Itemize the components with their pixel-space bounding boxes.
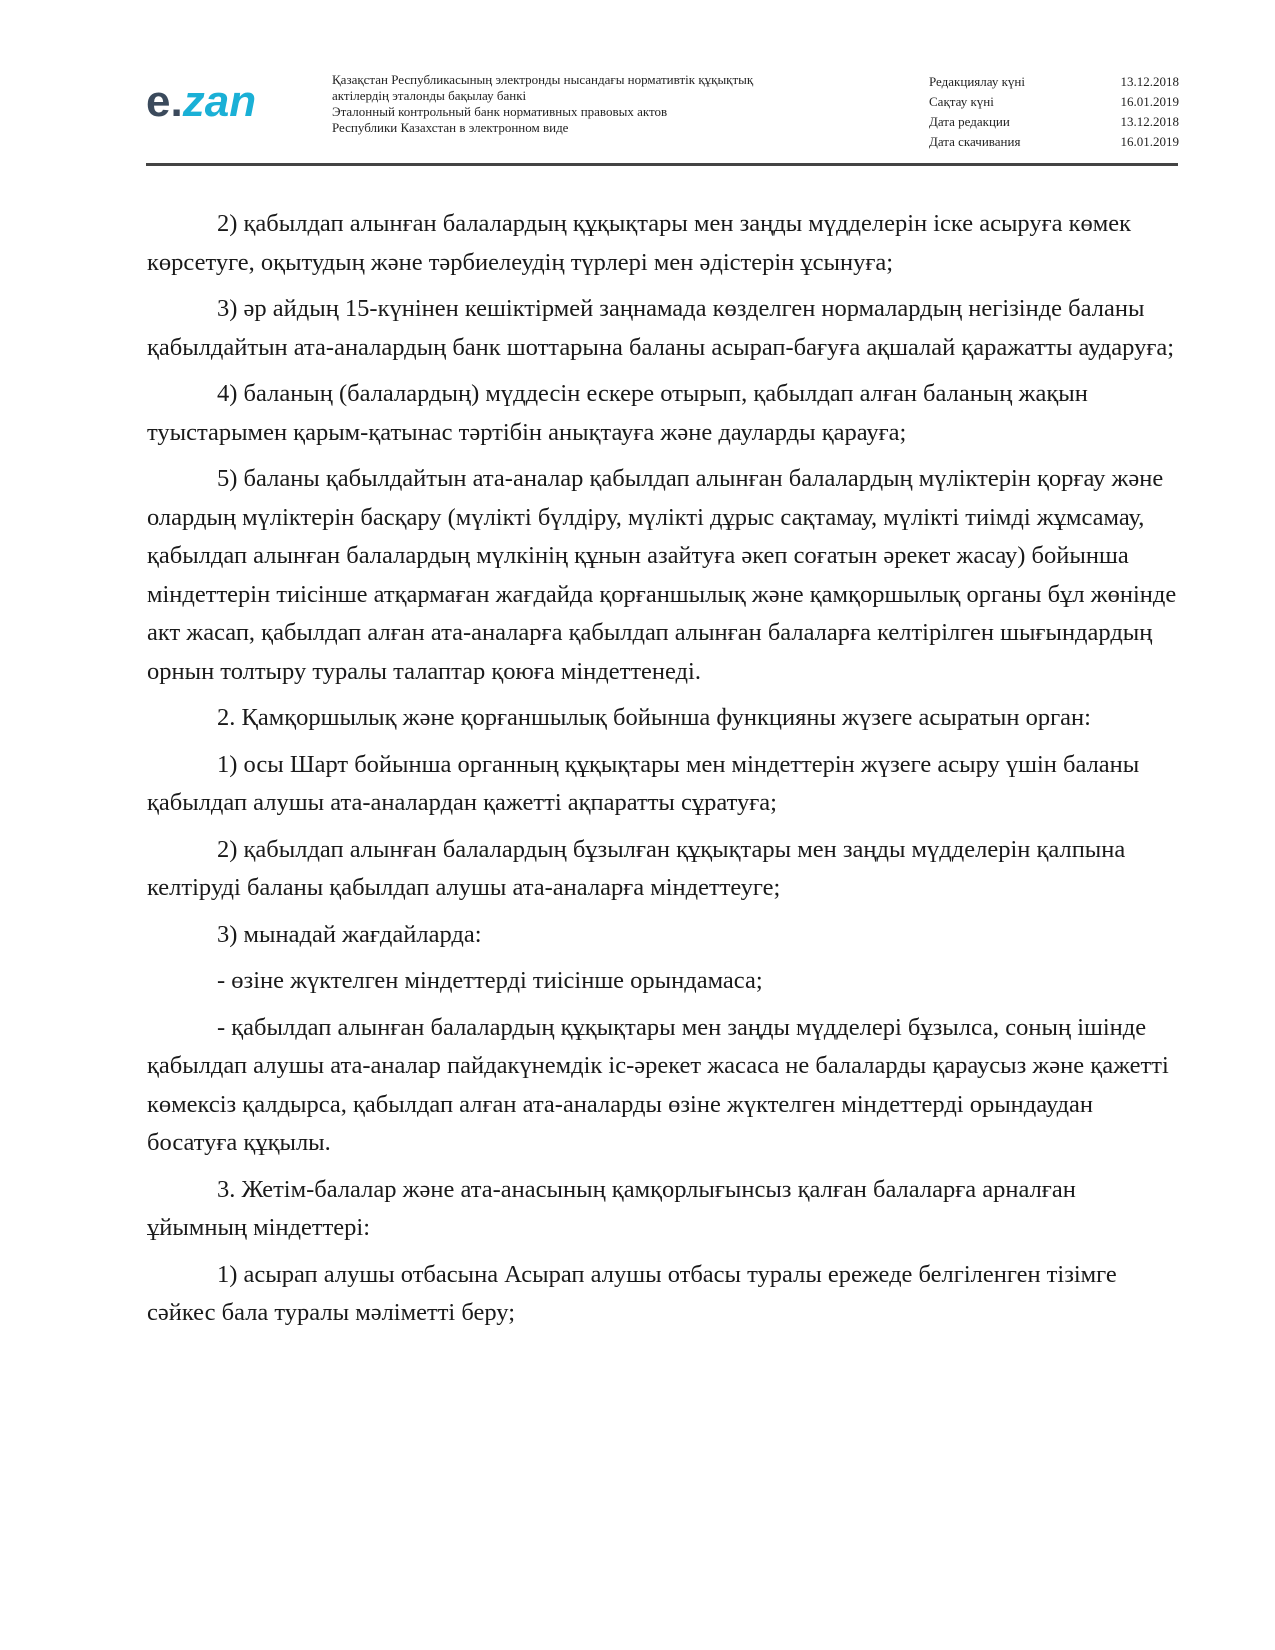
document-body [147, 205, 1179, 1341]
header-description-line: актілердің эталонды бақылау банкі [332, 88, 527, 103]
meta-row-download-date-ru [929, 132, 1179, 152]
paragraph: 2) қабылдап алынған балалардың бұзылған құқықтары мен заңды мүдделерін қалпына келтіруді баланы қабылдап алушы ата-аналарға міндеттеуге; [147, 835, 1126, 901]
header-dates [929, 72, 1179, 152]
meta-row-edit-date-kz [929, 72, 1179, 92]
meta-label: Редакциялау күні [929, 74, 1025, 89]
meta-row-edit-date-ru [929, 112, 1179, 132]
meta-row-save-date-kz [929, 92, 1179, 112]
header-description [332, 72, 892, 136]
paragraph: 3) мынадай жағдайларда: [217, 920, 482, 948]
header-description-line: Эталонный контрольный банк нормативных правовых актов [332, 104, 668, 119]
paragraph: 2. Қамқоршылық және қорғаншылық бойынша функцияны жүзеге асыратын орган: [217, 704, 1091, 731]
meta-value: 16.01.2019 [1120, 134, 1179, 149]
header-description-line: Республики Казахстан в электронном виде [332, 120, 569, 135]
paragraph: - өзіне жүктелген міндеттерді тиісінше орындамаса; [217, 967, 763, 994]
paragraph: 3. Жетім-балалар және ата-анасының қамқорлығынсыз қалған балаларға арналған ұйымның міндеттері: [147, 1175, 1076, 1241]
header-description-line: Қазақстан Республикасының электронды нысандағы нормативтік құқықтық [332, 72, 754, 87]
meta-label: Дата редакции [929, 114, 1010, 129]
meta-value: 13.12.2018 [1120, 114, 1179, 129]
meta-value: 16.01.2019 [1120, 94, 1179, 109]
meta-value: 13.12.2018 [1120, 74, 1179, 89]
paragraph: 1) осы Шарт бойынша органның құқықтары мен міндеттерін жүзеге асыру үшін баланы қабылдап алушы ата-аналардан қажетті ақпаратты сұратуға; [147, 750, 1140, 816]
meta-label: Дата скачивания [929, 134, 1021, 149]
paragraph: 5) баланы қабылдайтын ата-аналар қабылдап алынған балалардың мүліктерін қорғау және олардың мүліктерін басқару (мүлікті бүлдіру, мүлікті дұрыс сақтамау, мүлікті тиімді жұмсамау, қабылдап алынған балалардың мүлкінің құнын азайтуға әкеп соғатын әрекет жасау) бойынша міндеттерін тиісінше атқармаған жағдайда қорғаншылық және қамқоршылық органы бұл жөнінде акт жасап, қабылдап алған ата-аналарға қабылдап алынған балаларға келтірілген шығындардың орнын толтыру туралы талаптар қоюға міндеттенеді. [147, 465, 1177, 685]
document-header [146, 68, 1179, 164]
header-divider [146, 163, 1178, 166]
meta-label: Сақтау күні [929, 94, 994, 109]
paragraph: - қабылдап алынған балалардың құқықтары мен заңды мүдделері бұзылса, соның ішінде қабылдап алушы ата-аналар пайдакүнемдік іс-әрекет жасаса не балаларды қараусыз және қажетті көмексіз қалдырса, қабылдап алған ата-аналарды өзіне жүктелген міндеттерді орындаудан босатуға құқылы. [147, 1013, 1169, 1156]
ezan-logo: e.zan [146, 77, 257, 126]
paragraph: 1) асырап алушы отбасына Асырап алушы отбасы туралы ережеде белгіленген тізімге сәйкес бала туралы мәліметті беру; [147, 1260, 1117, 1326]
paragraph: 2) қабылдап алынған балалардың құқықтары мен заңды мүдделерін іске асыруға көмек көрсетуге, оқытудың және тәрбиелеудің түрлері мен әдістерін ұсынуға; [147, 210, 1132, 276]
paragraph: 4) баланың (балалардың) мүддесін ескере отырып, қабылдап алған баланың жақын туыстарымен қарым-қатынас тәртібін анықтауға және дауларды қарауға; [147, 380, 1088, 446]
paragraph: 3) әр айдың 15-күнінен кешіктірмей заңнамада көзделген нормалардың негізінде баланы қабылдайтын ата-аналардың банк шоттарына баланы асырап-бағуға ақшалай қаражатты аударуға; [147, 295, 1175, 361]
